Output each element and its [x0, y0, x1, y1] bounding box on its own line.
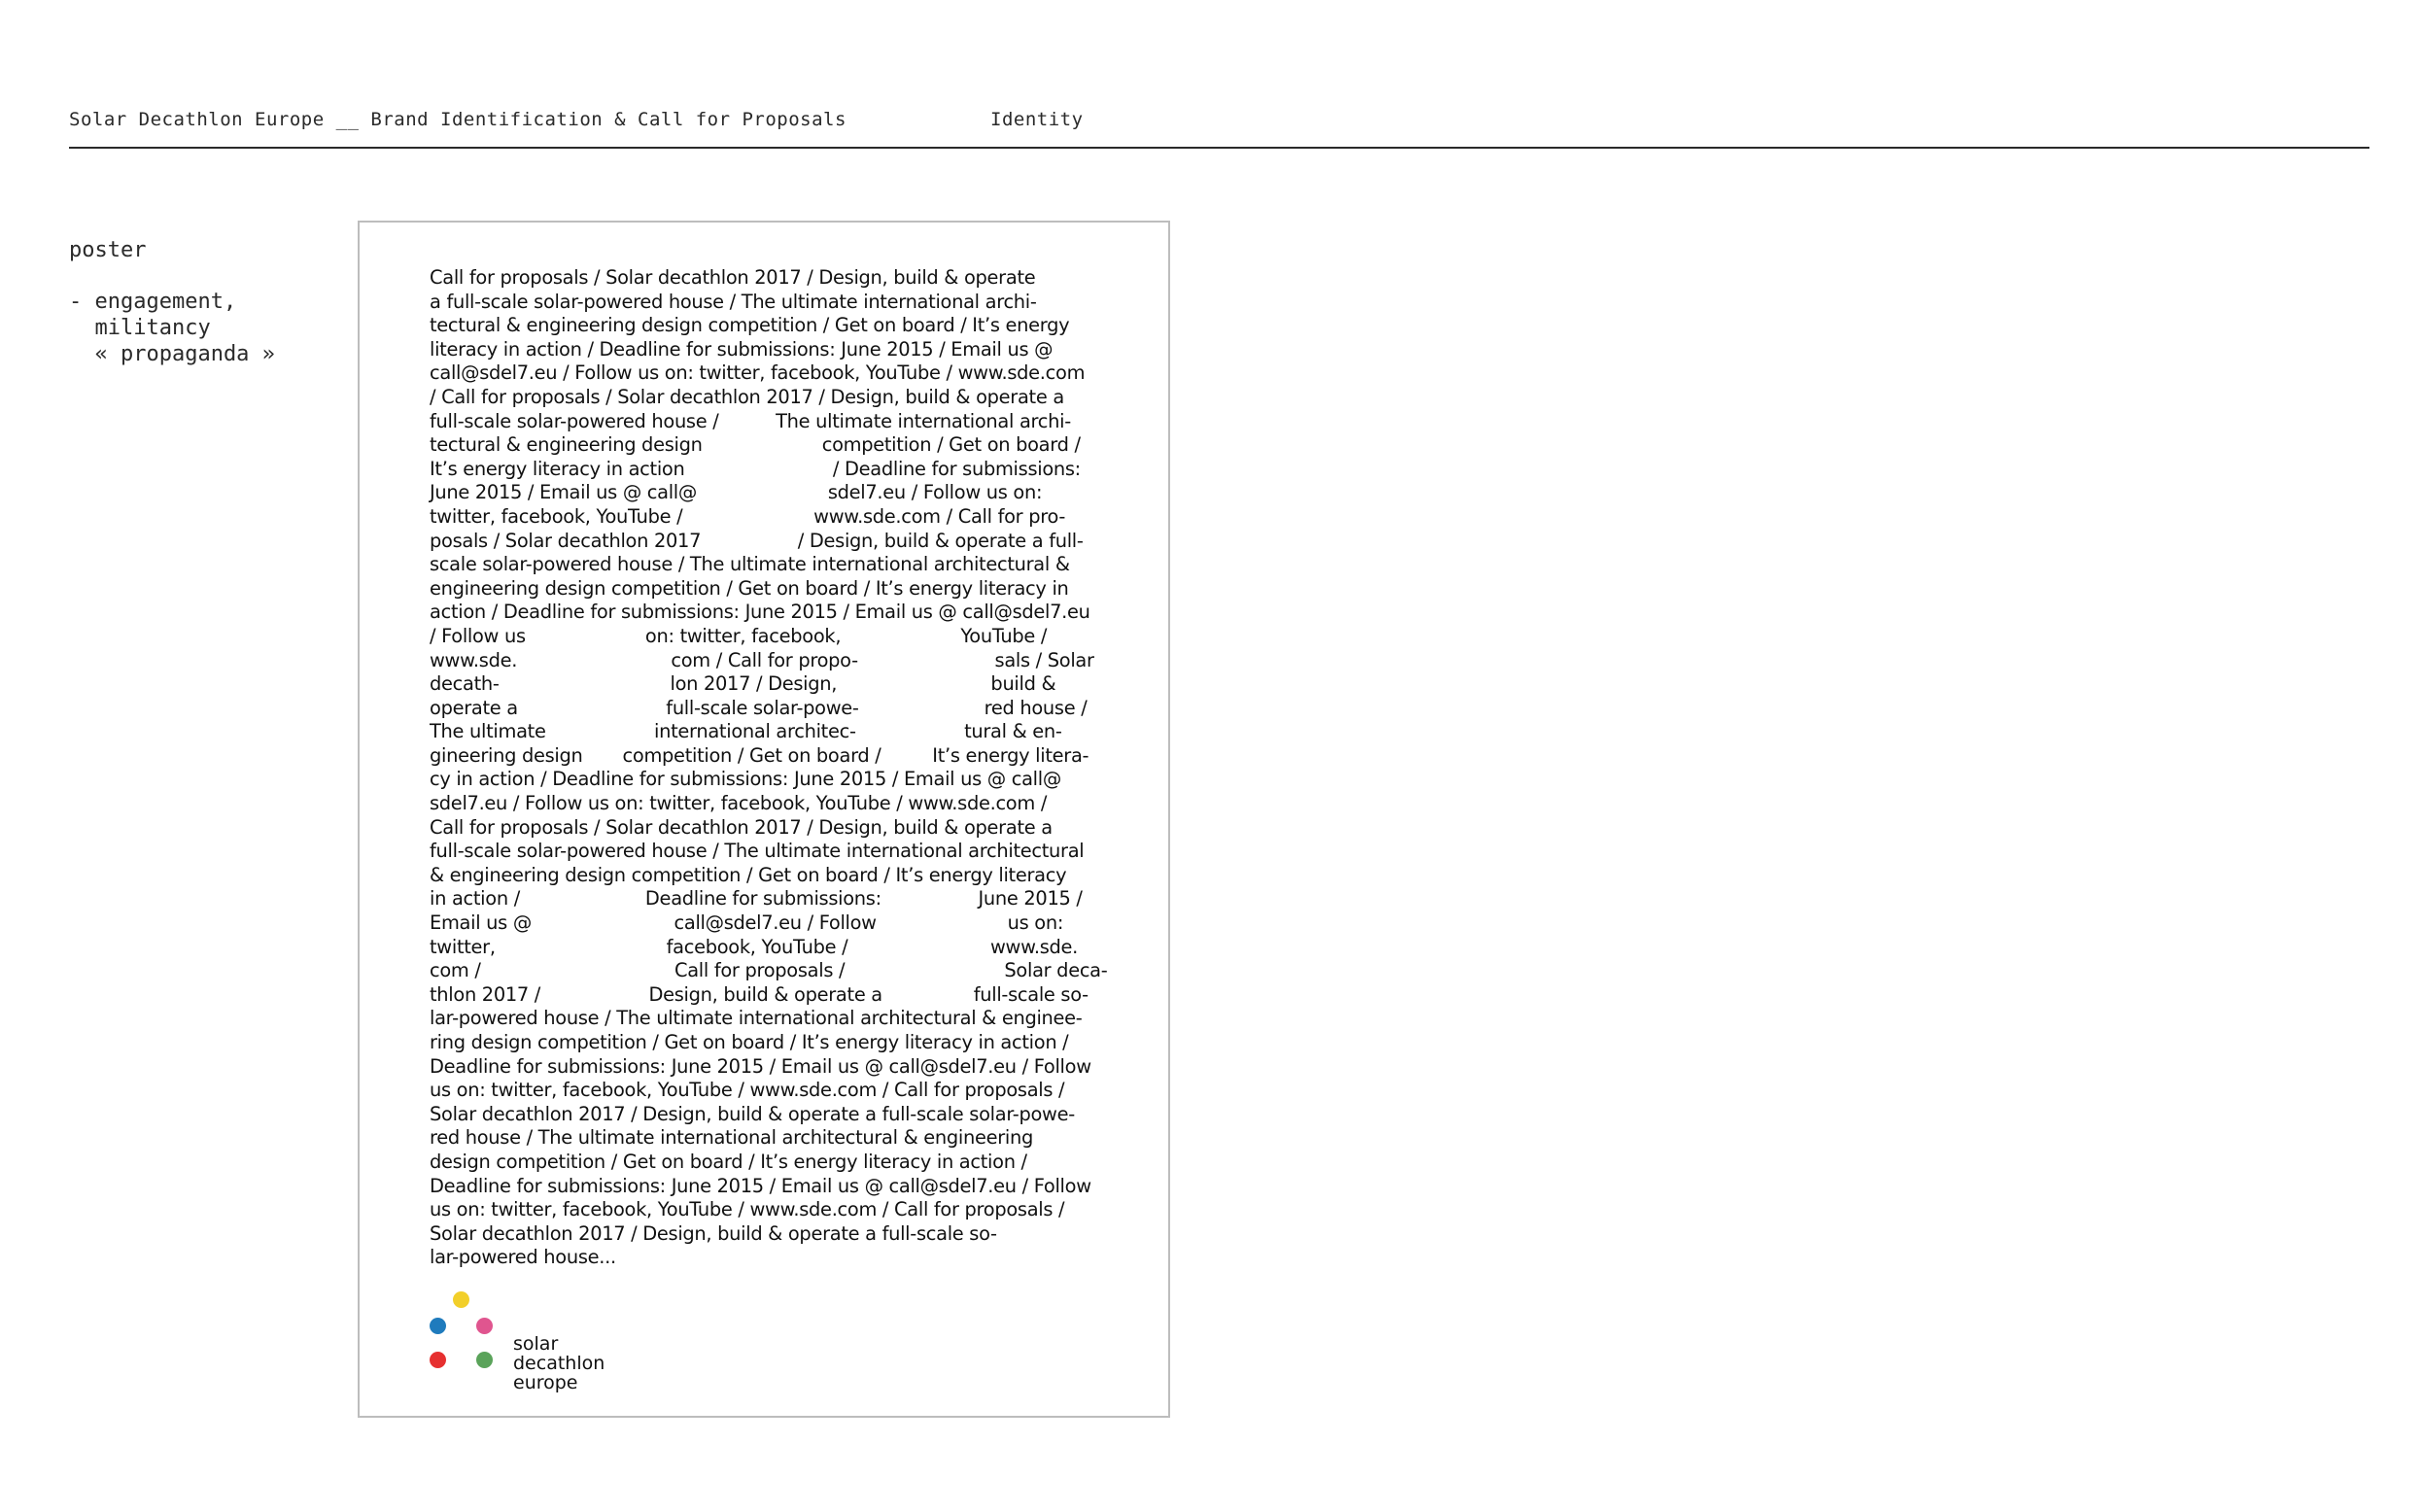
poster-text-line: Solar decathlon 2017 / Design, build & operate a full-scale so-: [430, 1221, 997, 1245]
poster-text-line: ring design competition / Get on board / It’s energy literacy in action /: [430, 1031, 1069, 1053]
logo-dot-red: [430, 1352, 446, 1368]
poster-text-line: red house / The ultimate international architectural & engineering: [430, 1126, 1034, 1150]
poster-text-line: www.sde. com / Call for propo- sals / Solar: [430, 648, 1094, 671]
logo-dot-yellow: [453, 1291, 469, 1308]
poster-text-line: & engineering design competition / Get on board / It’s energy literacy: [430, 863, 1067, 886]
poster-text-line: lar-powered house...: [430, 1246, 616, 1269]
poster-text-line: June 2015 / Email us @ call@ sdel7.eu / Follow us on:: [430, 481, 1043, 504]
poster-text-line: It’s energy literacy in action / Deadline for submissions:: [430, 457, 1081, 480]
poster-text-line: full-scale solar-powered house / The ultimate international archi-: [430, 409, 1071, 432]
poster-text-line: engineering design competition / Get on board / It’s energy literacy in: [430, 576, 1069, 600]
poster-text-line: Solar decathlon 2017 / Design, build & operate a full-scale solar-powe-: [430, 1102, 1075, 1125]
poster-text-line: full-scale solar-powered house / The ultimate international architectural: [430, 840, 1085, 863]
poster-text-line: lar-powered house / The ultimate international architectural & enginee-: [430, 1007, 1083, 1030]
poster-text-line: operate a full-scale solar-powe- red house /: [430, 696, 1088, 719]
poster-text-line: com / Call for proposals / Solar deca-: [430, 959, 1108, 982]
poster-text-line: a full-scale solar-powered house / The ultimate international archi-: [430, 290, 1037, 313]
poster-text-line: twitter, facebook, YouTube / www.sde.com / Call for pro-: [430, 504, 1066, 528]
side-note-item: - engagement,: [69, 290, 237, 314]
poster-frame: [358, 221, 1170, 1418]
logo-dot-green: [476, 1352, 493, 1368]
poster-text-line: cy in action / Deadline for submissions: June 2015 / Email us @ call@: [430, 768, 1061, 791]
poster-text-line: The ultimate international architec- tural & en-: [430, 720, 1062, 743]
side-note-item: militancy: [69, 316, 211, 340]
poster-text-line: sdel7.eu / Follow us on: twitter, facebook, YouTube / www.sde.com /: [430, 792, 1048, 815]
logo-dot-blue: [430, 1318, 446, 1334]
poster-text-line: Email us @ call@sdel7.eu / Follow us on:: [430, 911, 1064, 935]
section-label: Identity: [990, 109, 1084, 130]
poster-text-line: gineering design competition / Get on board / It’s energy litera-: [430, 743, 1089, 767]
poster-text-line: scale solar-powered house / The ultimate international architectural &: [430, 553, 1070, 576]
poster-body-text: [430, 266, 1120, 1270]
logo-word: europe: [513, 1372, 578, 1393]
poster-text-line: Call for proposals / Solar decathlon 2017 / Design, build & operate a: [430, 815, 1053, 839]
poster-text-line: us on: twitter, facebook, YouTube / www.sde.com / Call for proposals /: [430, 1198, 1065, 1221]
header-divider: [69, 147, 2369, 149]
poster-text-line: tectural & engineering design competition / Get on board / It’s energy: [430, 314, 1070, 337]
page-header: [69, 105, 2369, 148]
poster-text-line: call@sdel7.eu / Follow us on: twitter, facebook, YouTube / www.sde.com: [430, 361, 1086, 385]
poster-text-line: tectural & engineering design competition / Get on board /: [430, 433, 1081, 457]
solar-decathlon-logo: [430, 1291, 663, 1398]
poster-text-line: posals / Solar decathlon 2017 / Design, build & operate a full-: [430, 529, 1084, 552]
poster-text-line: / Follow us on: twitter, facebook, YouTube /: [430, 624, 1048, 647]
poster-text-line: action / Deadline for submissions: June 2015 / Email us @ call@sdel7.eu: [430, 601, 1090, 624]
side-notes: [69, 237, 341, 367]
document-title: Solar Decathlon Europe __ Brand Identification & Call for Proposals: [69, 109, 847, 130]
logo-word: decathlon: [513, 1353, 605, 1374]
poster-text-line: / Call for proposals / Solar decathlon 2017 / Design, build & operate a: [430, 385, 1064, 408]
poster-text-line: us on: twitter, facebook, YouTube / www.sde.com / Call for proposals /: [430, 1079, 1065, 1102]
poster-text-line: Call for proposals / Solar decathlon 2017 / Design, build & operate: [430, 266, 1036, 289]
poster-text-line: literacy in action / Deadline for submissions: June 2015 / Email us @: [430, 337, 1054, 361]
logo-dot-pink: [476, 1318, 493, 1334]
poster-text-line: twitter, facebook, YouTube / www.sde.: [430, 935, 1079, 958]
side-note-item: « propaganda »: [69, 342, 275, 366]
poster-text-line: decath- lon 2017 / Design, build &: [430, 672, 1056, 696]
side-notes-heading: poster: [69, 238, 147, 262]
poster-text-line: thlon 2017 / Design, build & operate a full-scale so-: [430, 982, 1089, 1006]
poster-text-line: design competition / Get on board / It’s energy literacy in action /: [430, 1150, 1027, 1173]
poster-text-line: Deadline for submissions: June 2015 / Email us @ call@sdel7.eu / Follow: [430, 1174, 1091, 1197]
logo-word: solar: [513, 1333, 559, 1355]
poster-text-line: Deadline for submissions: June 2015 / Email us @ call@sdel7.eu / Follow: [430, 1054, 1091, 1078]
poster-text-line: in action / Deadline for submissions: June 2015 /: [430, 887, 1083, 911]
side-notes-list: [69, 289, 341, 367]
logo-wordmark: [513, 1334, 605, 1392]
